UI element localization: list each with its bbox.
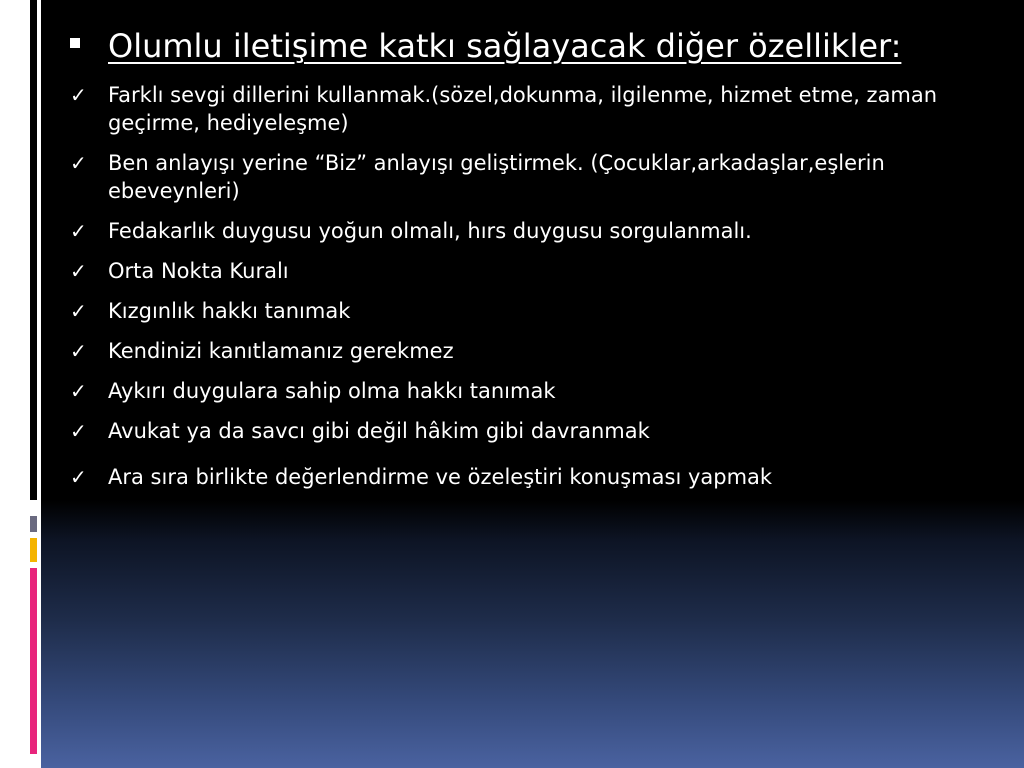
checkmark-icon: ✓ bbox=[70, 219, 87, 243]
list-item bbox=[68, 337, 1008, 365]
list-item-text: Aykırı duygulara sahip olma hakkı tanımak bbox=[108, 379, 556, 403]
list-item bbox=[68, 417, 1008, 445]
list-item-text: Kızgınlık hakkı tanımak bbox=[108, 299, 351, 323]
list-item-text: Kendinizi kanıtlamanız gerekmez bbox=[108, 339, 454, 363]
strip-pink-segment bbox=[30, 568, 37, 754]
strip-gray-segment bbox=[30, 516, 37, 532]
checkmark-icon: ✓ bbox=[70, 259, 87, 283]
checkmark-icon: ✓ bbox=[70, 419, 87, 443]
list-item bbox=[68, 297, 1008, 325]
checkmark-icon: ✓ bbox=[70, 379, 87, 403]
checkmark-icon: ✓ bbox=[70, 299, 87, 323]
list-item bbox=[68, 217, 1008, 245]
list-item-text: Ben anlayışı yerine “Biz” anlayışı geliştirmek. (Çocuklar,arkadaşlar,eşlerin ebeveynleri) bbox=[108, 151, 885, 203]
slide-content bbox=[68, 26, 1008, 503]
strip-yellow-segment bbox=[30, 538, 37, 562]
checkmark-icon: ✓ bbox=[70, 151, 87, 175]
checkmark-icon: ✓ bbox=[70, 83, 87, 107]
list-item-text: Orta Nokta Kuralı bbox=[108, 259, 289, 283]
list-item-text: Farklı sevgi dillerini kullanmak.(sözel,dokunma, ilgilenme, hizmet etme, zaman geçirme, hediyeleşme) bbox=[108, 83, 938, 135]
list-item bbox=[68, 149, 1008, 205]
list-item-text: Ara sıra birlikte değerlendirme ve özeleştiri konuşması yapmak bbox=[108, 465, 773, 489]
slide-heading: Olumlu iletişime katkı sağlayacak diğer özellikler: bbox=[108, 27, 902, 65]
list-item-text: Avukat ya da savcı gibi değil hâkim gibi davranmak bbox=[108, 419, 650, 443]
list-item bbox=[68, 463, 1008, 491]
checkmark-icon: ✓ bbox=[70, 339, 87, 363]
strip-black-segment bbox=[30, 0, 37, 500]
list-item bbox=[68, 257, 1008, 285]
side-accent-strip bbox=[0, 0, 41, 768]
list-item-text: Fedakarlık duygusu yoğun olmalı, hırs duygusu sorgulanmalı. bbox=[108, 219, 752, 243]
list-item bbox=[68, 377, 1008, 405]
heading-bullet-row bbox=[68, 26, 1008, 67]
square-bullet-icon bbox=[70, 38, 80, 48]
list-item bbox=[68, 81, 1008, 137]
checkmark-icon: ✓ bbox=[70, 465, 87, 489]
